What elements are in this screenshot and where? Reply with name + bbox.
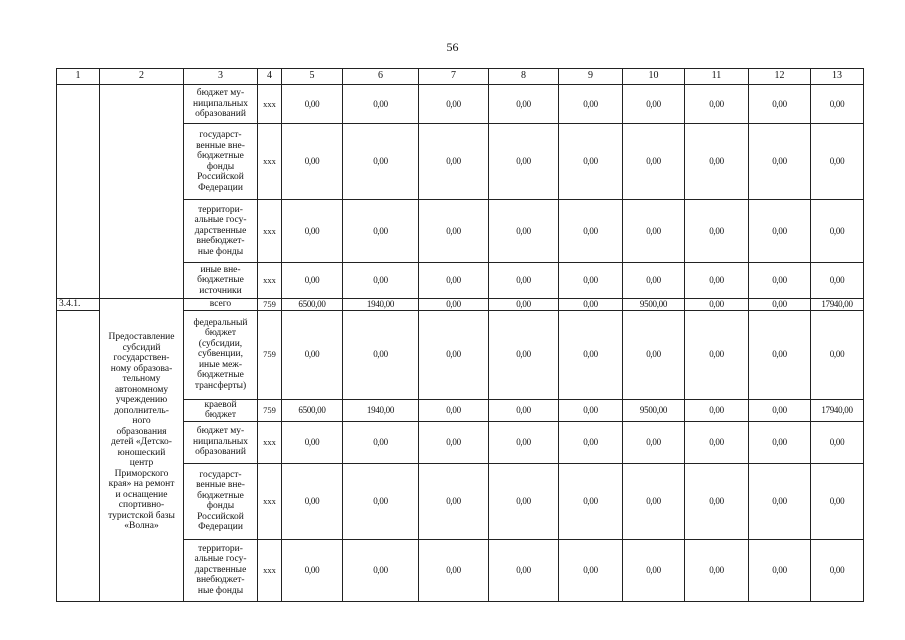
funding-source: государст- венные вне- бюджетные фонды Российской Федерации — [184, 124, 258, 200]
column-header: 11 — [685, 69, 749, 85]
budget-code: xxx — [258, 263, 282, 299]
value-cell: 0,00 — [282, 200, 343, 263]
value-cell: 0,00 — [282, 463, 343, 539]
value-cell: 0,00 — [489, 399, 559, 421]
value-cell: 0,00 — [343, 200, 419, 263]
funding-source: краевой бюджет — [184, 399, 258, 421]
value-cell: 0,00 — [489, 85, 559, 124]
value-cell: 0,00 — [559, 200, 623, 263]
value-cell: 0,00 — [685, 399, 749, 421]
value-cell: 0,00 — [419, 299, 489, 311]
value-cell: 0,00 — [559, 85, 623, 124]
value-cell: 9500,00 — [623, 399, 685, 421]
value-cell: 0,00 — [749, 85, 811, 124]
value-cell: 0,00 — [489, 463, 559, 539]
column-header: 13 — [811, 69, 864, 85]
value-cell: 0,00 — [749, 399, 811, 421]
budget-code: xxx — [258, 421, 282, 463]
page-number: 56 — [446, 40, 459, 54]
value-cell: 0,00 — [419, 399, 489, 421]
value-cell: 0,00 — [282, 539, 343, 601]
item-name-cell — [100, 85, 184, 299]
value-cell: 1940,00 — [343, 399, 419, 421]
value-cell: 0,00 — [685, 124, 749, 200]
value-cell: 6500,00 — [282, 299, 343, 311]
column-header: 12 — [749, 69, 811, 85]
funding-source: государст- венные вне- бюджетные фонды Российской Федерации — [184, 463, 258, 539]
value-cell: 0,00 — [489, 263, 559, 299]
value-cell: 0,00 — [685, 539, 749, 601]
value-cell: 0,00 — [282, 85, 343, 124]
value-cell: 0,00 — [811, 310, 864, 399]
value-cell: 0,00 — [811, 85, 864, 124]
funding-source: территори- альные госу- дарственные внебюджет- ные фонды — [184, 539, 258, 601]
value-cell: 0,00 — [623, 463, 685, 539]
value-cell: 0,00 — [685, 299, 749, 311]
value-cell: 0,00 — [343, 124, 419, 200]
value-cell: 0,00 — [419, 539, 489, 601]
value-cell: 6500,00 — [282, 399, 343, 421]
value-cell: 0,00 — [811, 200, 864, 263]
value-cell: 0,00 — [489, 124, 559, 200]
funding-source: иные вне- бюджетные источники — [184, 263, 258, 299]
budget-code: xxx — [258, 200, 282, 263]
value-cell: 0,00 — [419, 310, 489, 399]
value-cell: 0,00 — [489, 200, 559, 263]
value-cell: 0,00 — [282, 124, 343, 200]
value-cell: 0,00 — [749, 421, 811, 463]
table-row — [57, 85, 864, 124]
value-cell: 0,00 — [559, 310, 623, 399]
value-cell: 0,00 — [749, 463, 811, 539]
value-cell: 0,00 — [623, 421, 685, 463]
item-number: 3.4.1. — [57, 299, 100, 311]
value-cell: 0,00 — [419, 124, 489, 200]
value-cell: 0,00 — [685, 263, 749, 299]
value-cell: 0,00 — [489, 539, 559, 601]
value-cell: 0,00 — [343, 85, 419, 124]
value-cell: 0,00 — [559, 399, 623, 421]
value-cell: 0,00 — [282, 310, 343, 399]
value-cell: 0,00 — [623, 200, 685, 263]
item-number-empty — [100, 299, 184, 311]
column-header: 6 — [343, 69, 419, 85]
value-cell: 0,00 — [685, 310, 749, 399]
item-number-empty — [57, 310, 100, 601]
financing-table — [56, 68, 864, 602]
value-cell: 0,00 — [623, 124, 685, 200]
value-cell: 0,00 — [282, 263, 343, 299]
value-cell: 9500,00 — [623, 299, 685, 311]
value-cell: 0,00 — [343, 463, 419, 539]
value-cell: 0,00 — [685, 85, 749, 124]
column-header: 10 — [623, 69, 685, 85]
value-cell: 0,00 — [685, 200, 749, 263]
value-cell: 0,00 — [559, 463, 623, 539]
value-cell: 17940,00 — [811, 299, 864, 311]
value-cell: 0,00 — [343, 539, 419, 601]
column-header: 4 — [258, 69, 282, 85]
value-cell: 0,00 — [811, 463, 864, 539]
value-cell: 0,00 — [811, 421, 864, 463]
column-header: 3 — [184, 69, 258, 85]
budget-code: 759 — [258, 310, 282, 399]
funding-source: всего — [184, 299, 258, 311]
value-cell: 0,00 — [749, 124, 811, 200]
value-cell: 0,00 — [559, 299, 623, 311]
value-cell: 0,00 — [559, 124, 623, 200]
value-cell: 0,00 — [559, 539, 623, 601]
value-cell: 0,00 — [419, 463, 489, 539]
value-cell: 0,00 — [282, 421, 343, 463]
funding-source: бюджет му- ниципальных образований — [184, 85, 258, 124]
value-cell: 0,00 — [489, 421, 559, 463]
value-cell: 0,00 — [685, 421, 749, 463]
value-cell: 0,00 — [489, 299, 559, 311]
value-cell: 0,00 — [749, 200, 811, 263]
value-cell: 0,00 — [343, 421, 419, 463]
value-cell: 0,00 — [559, 421, 623, 463]
column-header: 2 — [100, 69, 184, 85]
value-cell: 17940,00 — [811, 399, 864, 421]
value-cell: 0,00 — [623, 263, 685, 299]
value-cell: 0,00 — [811, 539, 864, 601]
column-header: 1 — [57, 69, 100, 85]
table-row — [57, 310, 864, 399]
value-cell: 0,00 — [811, 263, 864, 299]
column-header: 5 — [282, 69, 343, 85]
item-name: Предоставление субсидий государствен- ному образова- тельному автономному учреждению дополнитель- ного образования детей «Детско- юношеский центр Приморского края» на ремонт и оснащение спортивно- туристской базы «Волна» — [100, 310, 184, 601]
value-cell: 0,00 — [749, 539, 811, 601]
value-cell: 0,00 — [623, 85, 685, 124]
column-header: 7 — [419, 69, 489, 85]
value-cell: 0,00 — [685, 463, 749, 539]
value-cell: 0,00 — [419, 263, 489, 299]
budget-code: xxx — [258, 463, 282, 539]
column-header: 9 — [559, 69, 623, 85]
budget-code: xxx — [258, 85, 282, 124]
value-cell: 0,00 — [623, 539, 685, 601]
value-cell: 0,00 — [489, 310, 559, 399]
budget-code: xxx — [258, 539, 282, 601]
value-cell: 0,00 — [749, 310, 811, 399]
table-row — [57, 299, 864, 311]
funding-source: бюджет му- ниципальных образований — [184, 421, 258, 463]
value-cell: 0,00 — [419, 200, 489, 263]
budget-code: xxx — [258, 124, 282, 200]
funding-source: федеральный бюджет (субсидии, субвенции, иные меж- бюджетные трансферты) — [184, 310, 258, 399]
value-cell: 0,00 — [419, 85, 489, 124]
budget-code: 759 — [258, 399, 282, 421]
header-row — [57, 69, 864, 85]
value-cell: 0,00 — [343, 263, 419, 299]
value-cell: 0,00 — [623, 310, 685, 399]
value-cell: 0,00 — [343, 310, 419, 399]
budget-code: 759 — [258, 299, 282, 311]
value-cell: 0,00 — [811, 124, 864, 200]
value-cell: 0,00 — [419, 421, 489, 463]
value-cell: 0,00 — [749, 263, 811, 299]
item-number-cell — [57, 85, 100, 299]
funding-source: территори- альные госу- дарственные внебюджет- ные фонды — [184, 200, 258, 263]
value-cell: 1940,00 — [343, 299, 419, 311]
value-cell: 0,00 — [749, 299, 811, 311]
value-cell: 0,00 — [559, 263, 623, 299]
column-header: 8 — [489, 69, 559, 85]
